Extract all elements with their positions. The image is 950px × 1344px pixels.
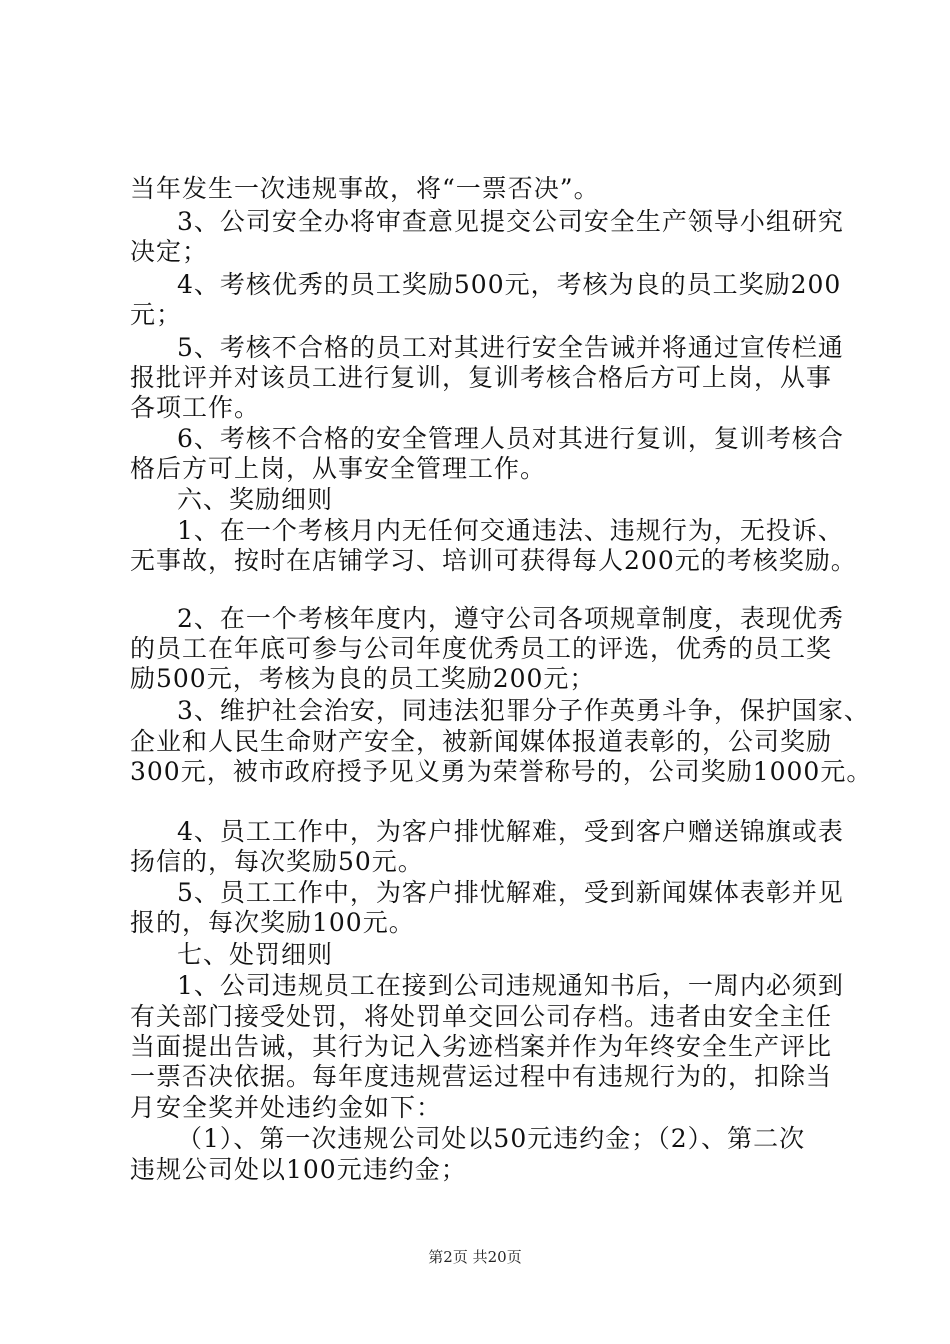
text-line: 4、考核优秀的员工奖励500元，考核为良的员工奖励200 [177, 270, 842, 299]
text-line: 月安全奖并处违约金如下： [130, 1093, 443, 1122]
text-line: 3、维护社会治安，同违法犯罪分子作英勇斗争，保护国家、 [177, 696, 870, 725]
text-line: 元； [130, 300, 183, 329]
text-line: 报批评并对该员工进行复训，复训考核合格后方可上岗，从事 [130, 363, 833, 392]
text-line: 格后方可上岗，从事安全管理工作。 [130, 454, 547, 483]
text-line: 1、在一个考核月内无任何交通违法、违规行为，无投诉、 [177, 516, 844, 545]
text-line: 3、公司安全办将审查意见提交公司安全生产领导小组研究 [177, 207, 844, 236]
text-line: 4、员工工作中，为客户排忧解难，受到客户赠送锦旗或表 [177, 817, 844, 846]
text-line: 当年发生一次违规事故，将“一票否决”。 [130, 174, 600, 203]
text-line: 企业和人民生命财产安全，被新闻媒体报道表彰的，公司奖励 [130, 727, 833, 756]
page-number-footer: 第2页 共20页 [428, 1248, 522, 1266]
text-line: 报的，每次奖励100元。 [130, 908, 415, 937]
section-heading: 七、处罚细则 [177, 940, 334, 969]
text-line: （1）、第一次违规公司处以50元违约金；（2）、第二次 [177, 1124, 806, 1153]
text-line: 5、员工工作中，为客户排忧解难，受到新闻媒体表彰并见 [177, 878, 844, 907]
text-line: 有关部门接受处罚，将处罚单交回公司存档。违者由安全主任 [130, 1002, 833, 1031]
text-line: 无事故，按时在店铺学习、培训可获得每人200元的考核奖励。 [130, 546, 857, 575]
text-line: 违规公司处以100元违约金； [130, 1155, 467, 1184]
text-line: 扬信的，每次奖励50元。 [130, 847, 424, 876]
text-line: 各项工作。 [130, 393, 261, 422]
text-line: 励500元，考核为良的员工奖励200元； [130, 664, 596, 693]
text-line: 6、考核不合格的安全管理人员对其进行复训，复训考核合 [177, 424, 844, 453]
text-line: 当面提出告诫，其行为记入劣迹档案并作为年终安全生产评比 [130, 1032, 833, 1061]
text-line: 2、在一个考核年度内，遵守公司各项规章制度，表现优秀 [177, 604, 844, 633]
text-line: 的员工在年底可参与公司年度优秀员工的评选，优秀的员工奖 [130, 634, 833, 663]
section-heading: 六、奖励细则 [177, 485, 334, 514]
text-line: 300元，被市政府授予见义勇为荣誉称号的，公司奖励1000元。 [130, 757, 873, 786]
text-line: 决定； [130, 237, 209, 266]
text-line: 一票否决依据。每年度违规营运过程中有违规行为的，扣除当 [130, 1062, 833, 1091]
text-line: 1、公司违规员工在接到公司违规通知书后，一周内必须到 [177, 971, 844, 1000]
text-line: 5、考核不合格的员工对其进行安全告诫并将通过宣传栏通 [177, 333, 844, 362]
